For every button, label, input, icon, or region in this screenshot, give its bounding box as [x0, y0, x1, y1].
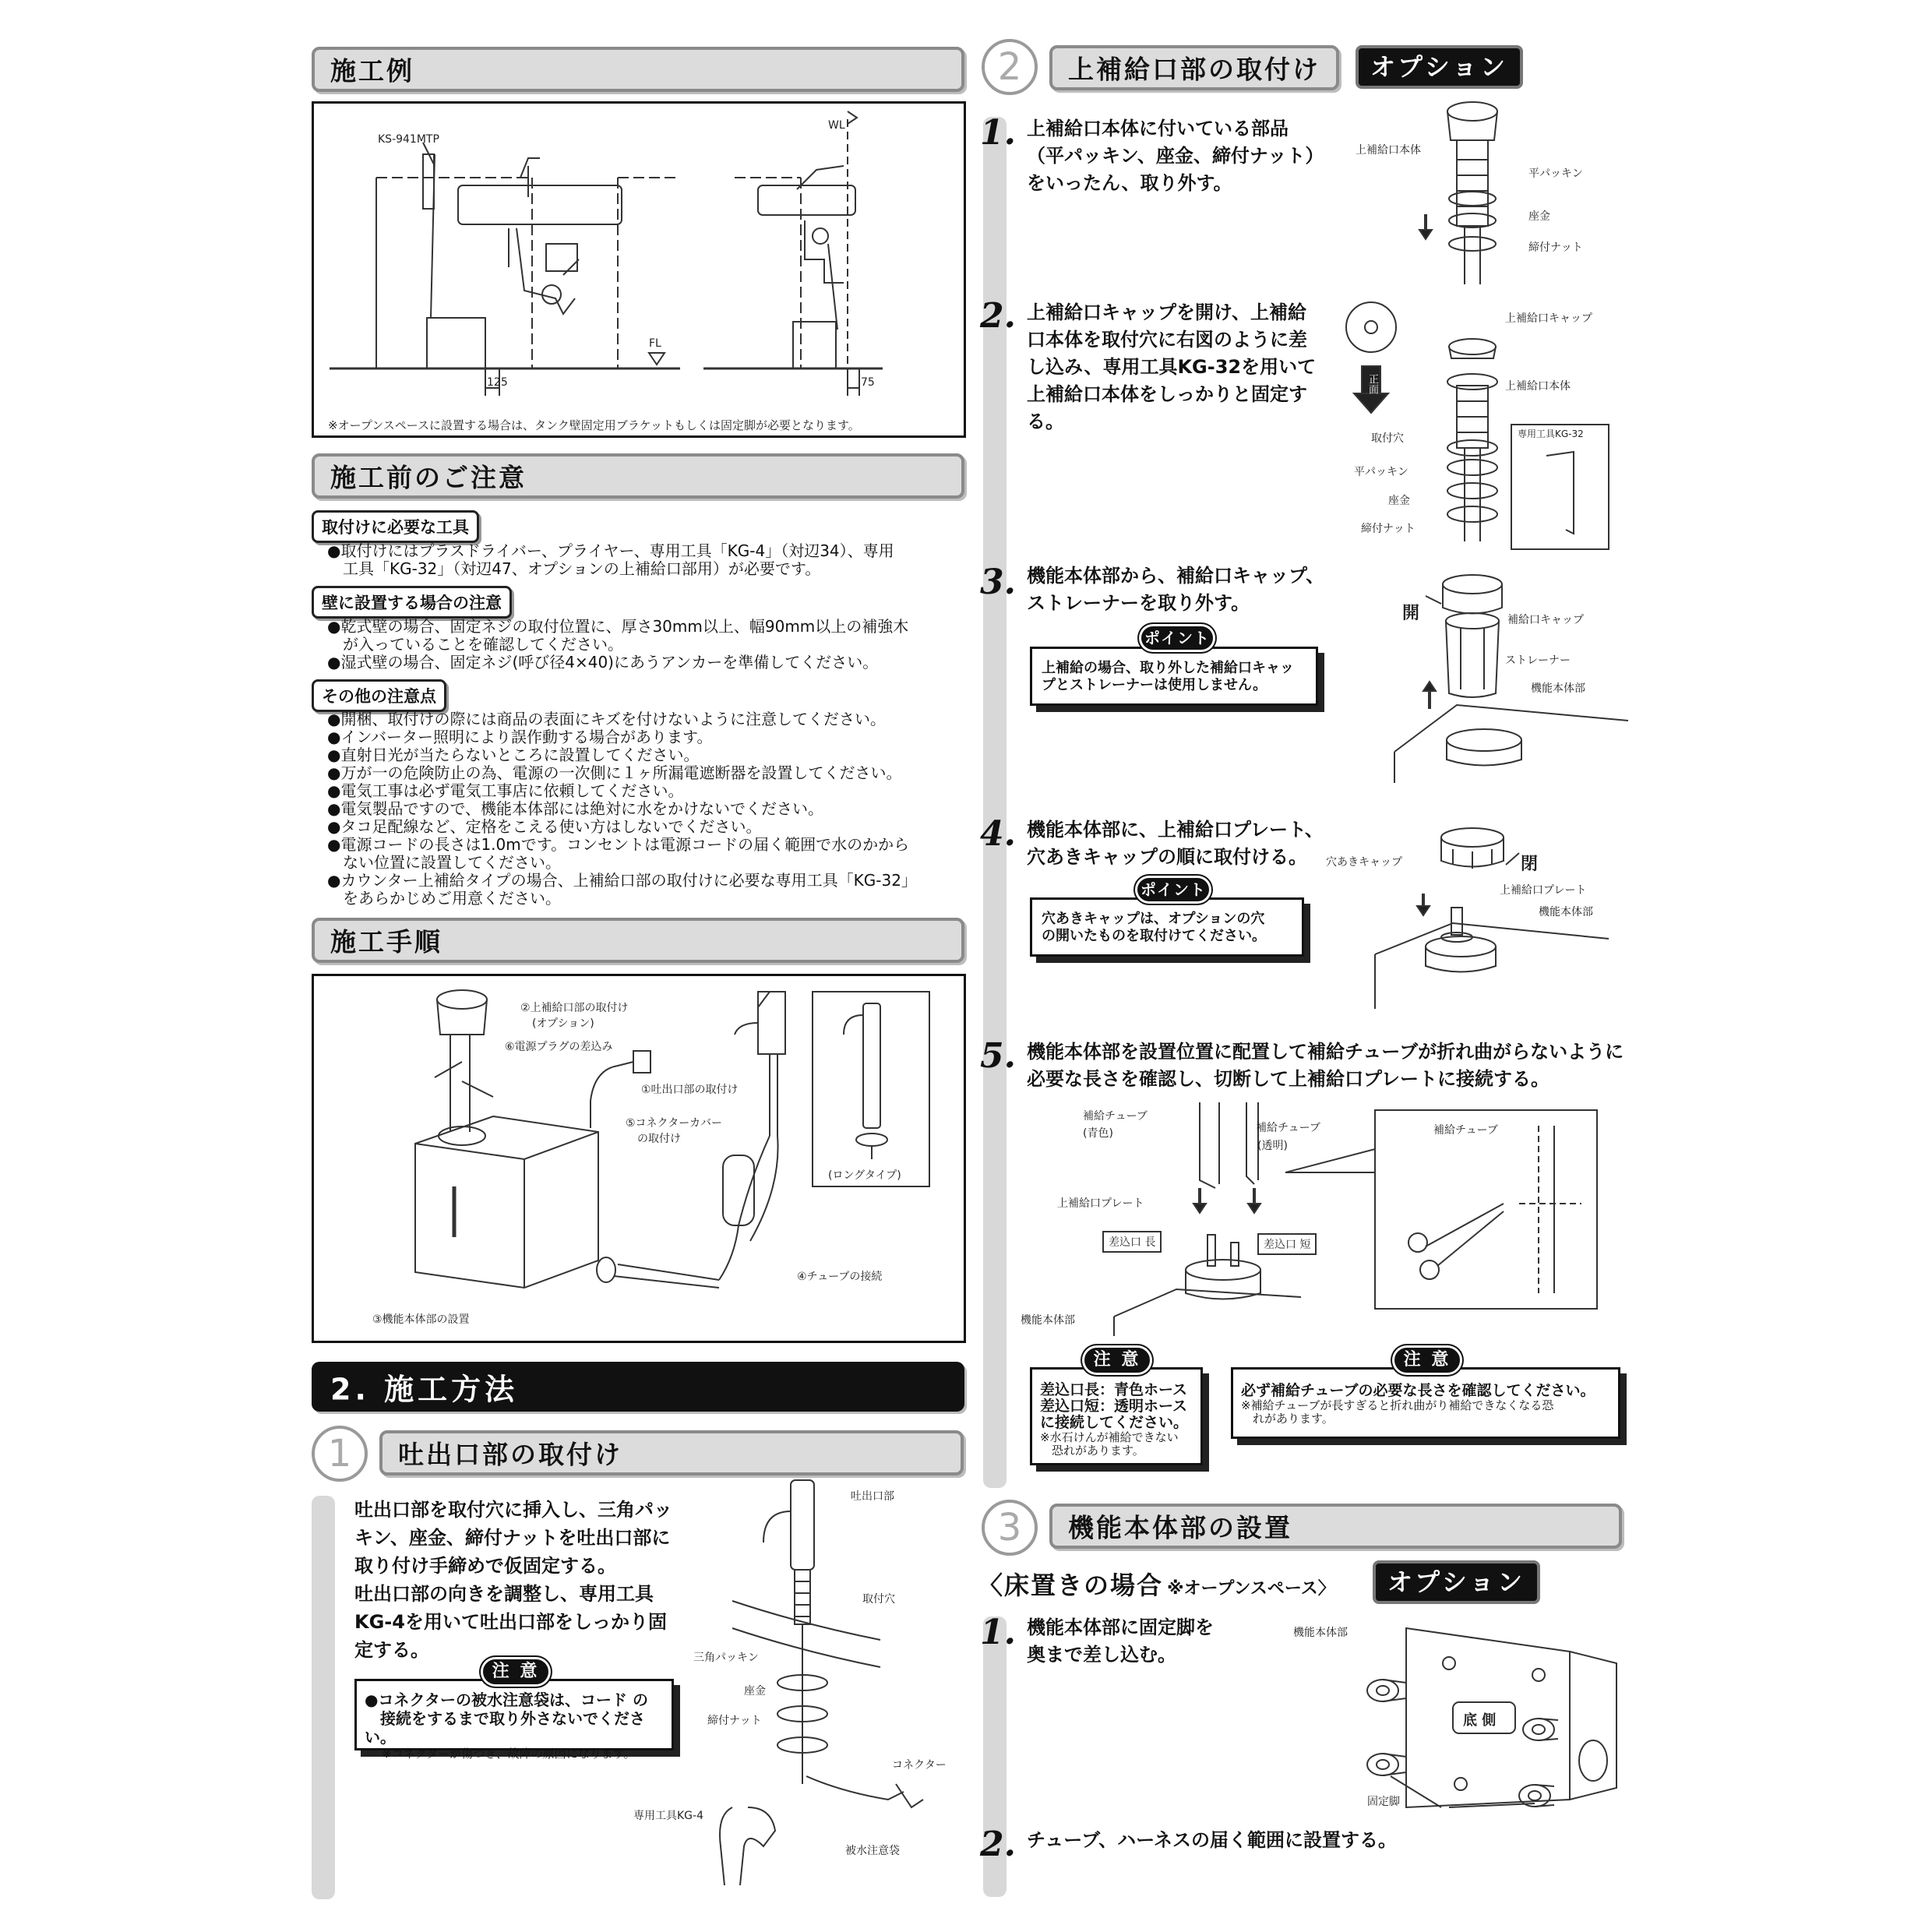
section1-text: [354, 1496, 697, 1664]
sec2-step2-number: 2.: [980, 296, 1016, 336]
label-bag: 被水注意袋: [845, 1845, 900, 1857]
section3-title: 機能本体部の設置: [1068, 1512, 1292, 1543]
label-spout: 吐出口部: [851, 1490, 894, 1503]
other-line: ない位置に設置してください。: [327, 853, 561, 872]
proc-label-plug: ⑥電源プラグの差込み: [505, 1041, 613, 1053]
other-line: ●電気製品ですので、機能本体部には絶対に水をかけないでください。: [327, 799, 824, 818]
model-label: KS-941MTP: [378, 133, 439, 146]
wall-text: [327, 618, 966, 672]
sec2-step1-text: [1027, 115, 1338, 197]
other-text: [327, 710, 966, 908]
other-line: ●開梱、取付けの際には商品の表面にキズを付けないように注意してください。: [327, 710, 887, 728]
proc-label-inlet: ②上補給口部の取付け: [520, 1002, 629, 1014]
proc-label-body: ③機能本体部の設置: [372, 1313, 470, 1326]
other-line: ●タコ足配線など、定格をこえる使い方はしないでください。: [327, 817, 762, 836]
label-tool-kg4: 専用工具KG-4: [633, 1810, 703, 1822]
s3-label-cap: 補給口キャップ: [1507, 614, 1584, 626]
other-line: をあらかじめご用意ください。: [327, 889, 561, 908]
s5-label-long: 差込口 長: [1102, 1231, 1162, 1253]
caution-small-line: れがあります。: [1241, 1412, 1334, 1426]
section2-number: 2: [982, 39, 1038, 95]
caution-a-text: [1040, 1382, 1196, 1431]
other-subhead: その他の注意点: [312, 679, 446, 712]
s3-label-bottom: 底 側: [1463, 1712, 1497, 1729]
step-line: 機能本体部に固定脚を: [1027, 1616, 1214, 1638]
dim-75: 75: [861, 376, 875, 389]
other-line: ●カウンター上補給タイプの場合、上補給口部の取付けに必要な専用工具「KG-32」: [327, 871, 917, 890]
step-line: （平パッキン、座金、締付ナット）: [1027, 145, 1324, 167]
s2-label-body: 上補給口本体: [1505, 380, 1571, 393]
s5-label-short: 差込口 短: [1257, 1233, 1317, 1255]
label-hole: 取付穴: [862, 1593, 895, 1606]
label-nut: 締付ナット: [707, 1715, 762, 1727]
caution-line: 接続をするまで取り外さないでください。: [365, 1709, 645, 1747]
tools-line: 工具「KG-32」（対辺47、オプションの上補給口部用）が必要です。: [327, 559, 821, 578]
s5-label-plate: 上補給口プレート: [1057, 1197, 1144, 1210]
label-gasket: 三角パッキン: [693, 1652, 759, 1664]
example-caption: ※オープンスペースに設置する場合は、タンク壁固定用ブラケットもしくは固定脚が必要となります。: [328, 418, 860, 432]
sec2-step1-number: 1.: [980, 113, 1016, 153]
step-line: 上補給口本体に付いている部品: [1027, 118, 1289, 139]
sec2-step3-number: 3.: [980, 562, 1016, 602]
s2-label-nut: 締付ナット: [1361, 523, 1416, 535]
sec2-step4-number: 4.: [980, 814, 1016, 854]
procedure-drawing: [314, 976, 968, 1345]
s2-label-hole: 取付穴: [1371, 432, 1404, 445]
s3-label-body2: 機能本体部: [1293, 1627, 1348, 1639]
sec2-step2-drawing: [1340, 300, 1613, 549]
s4-label-body: 機能本体部: [1539, 906, 1593, 918]
section1-line: キン、座金、締付ナットを吐出口部に: [354, 1527, 671, 1549]
proc-label-long: (ロングタイプ): [828, 1169, 901, 1182]
s2-label-tool: 専用工具KG-32: [1518, 428, 1584, 439]
procedure-figure: [312, 974, 966, 1343]
wall-line: が入っていることを確認してください。: [327, 635, 623, 654]
proc-label-cover2: の取付け: [637, 1133, 681, 1145]
caution-b-small: [1241, 1399, 1613, 1426]
section1-caution-small: ※コネクターが傷つき、故障の原因になります。: [382, 1747, 636, 1761]
sec2-step5-drawing: [1021, 1102, 1644, 1336]
section1-number: 1: [312, 1426, 368, 1482]
precautions-header: [312, 453, 964, 499]
sec2-step5-text: [1027, 1038, 1650, 1093]
caution-small-line: ※補給チューブが長すぎると折れ曲がり補給できなくなる恐: [1241, 1398, 1554, 1412]
section1-stripe: [312, 1496, 335, 1899]
section1-title: 吐出口部の取付け: [398, 1439, 622, 1470]
sec2-point3-label: ポイント: [1141, 626, 1213, 650]
section2-header: [1049, 45, 1339, 90]
sec3-step2-text: [1027, 1827, 1572, 1854]
step-line: をいったん、取り外す。: [1027, 172, 1232, 194]
installation-example-drawing: [314, 104, 968, 407]
s3-label-leg: 固定脚: [1367, 1796, 1400, 1808]
step-line: 機能本体部に、上補給口プレート、: [1027, 819, 1324, 841]
s4-label-plate: 上補給口プレート: [1500, 884, 1587, 897]
example-figure: [312, 101, 966, 438]
step-line: し込み、専用工具KG-32を用いて: [1027, 356, 1317, 378]
s5-label-tube-clear: 補給チューブ: [1256, 1122, 1320, 1134]
step-line: る。: [1027, 411, 1064, 432]
sec2-point4-label: ポイント: [1137, 878, 1209, 901]
step-line: 上補給口キャップを開け、上補給: [1027, 301, 1307, 323]
s1-label-washer: 座金: [1528, 210, 1550, 223]
section3-number: 3: [982, 1500, 1038, 1556]
s5-label-body: 機能本体部: [1021, 1314, 1075, 1327]
caution-line: 差込口短：透明ホース: [1040, 1398, 1188, 1415]
s1-label-body: 上補給口本体: [1356, 144, 1421, 157]
tools-subhead: 取付けに必要な工具: [312, 510, 479, 543]
wl-label: WL: [828, 119, 845, 132]
proc-label-cover: ⑤コネクターカバー: [626, 1117, 722, 1130]
step-line: 機能本体部から、補給口キャップ、: [1027, 565, 1325, 587]
section1-header: [379, 1430, 964, 1475]
step-line: 上補給口本体をしっかりと固定す: [1027, 383, 1307, 405]
method-title: 2. 施工方法: [330, 1372, 519, 1407]
s3-label-strainer: ストレーナー: [1505, 654, 1571, 667]
sec2-step3-drawing: [1394, 565, 1628, 783]
step-line: 必要な長さを確認し、切断して上補給口プレートに接続する。: [1027, 1068, 1550, 1090]
label-washer: 座金: [744, 1685, 766, 1698]
section3-header: [1049, 1504, 1622, 1549]
floor-heading: [978, 1566, 1335, 1602]
procedure-title: 施工手順: [330, 926, 442, 957]
wall-line: ●乾式壁の場合、固定ネジの取付位置に、厚さ30mm以上、幅90mm以上の補強木: [327, 617, 909, 636]
other-line: ●万が一の危険防止の為、電源の一次側に１ヶ所漏電遮断器を設置してください。: [327, 763, 902, 782]
s1-label-flat: 平パッキン: [1528, 167, 1583, 180]
s4-label-close: 閉: [1521, 855, 1539, 874]
sec2-point3-box: [1030, 647, 1318, 706]
step-line: 機能本体部を設置位置に配置して補給チューブが折れ曲がらないように: [1027, 1041, 1624, 1063]
s2-label-front: 正面: [1366, 374, 1378, 394]
sec2-step3-text: [1027, 562, 1354, 617]
section3-option-badge: オプション: [1373, 1560, 1540, 1604]
sec2-point4-box: [1030, 897, 1304, 957]
s1-label-nut: 締付ナット: [1528, 242, 1583, 254]
sec3-step1-number: 1.: [980, 1613, 1016, 1652]
sec2-caution-a-label: 注 意: [1084, 1348, 1150, 1373]
tools-text: [327, 542, 966, 578]
s5-label-clear: (透明): [1257, 1140, 1288, 1152]
s2-label-washer: 座金: [1388, 495, 1410, 507]
sec2-step2-text: [1027, 299, 1338, 435]
section2-option-badge: オプション: [1356, 45, 1523, 89]
floor-note: ※オープンスペース〉: [1167, 1579, 1335, 1599]
s3-label-body: 機能本体部: [1531, 682, 1585, 695]
section1-caution-text: [365, 1690, 665, 1747]
label-connector: コネクター: [892, 1759, 947, 1772]
s2-label-flat: 平パッキン: [1354, 466, 1408, 478]
section1-caution-label: 注 意: [483, 1659, 548, 1684]
tools-line: ●取付けにはプラスドライバー、プライヤー、専用工具「KG-4」（対辺34）、専用: [327, 541, 894, 560]
proc-label-spout: ①吐出口部の取付け: [641, 1084, 739, 1096]
section1-line: 取り付け手締めで仮固定する。: [354, 1555, 616, 1577]
caution-a-small: [1040, 1431, 1196, 1458]
caution-line: ●コネクターの被水注意袋は、コード の: [365, 1690, 649, 1709]
example-header: [312, 47, 964, 92]
point-line: 穴あきキャップは、オプションの穴: [1042, 911, 1265, 927]
wall-subhead: 壁に設置する場合の注意: [312, 586, 512, 619]
other-line: ●電気工事は必ず電気工事店に依頼してください。: [327, 781, 684, 800]
caution-small-line: 恐れがあります。: [1040, 1444, 1144, 1458]
sec2-step5-number: 5.: [980, 1036, 1016, 1076]
step-line: 穴あきキャップの順に取付ける。: [1027, 846, 1307, 868]
other-line: ●直射日光が当たらないところに設置してください。: [327, 746, 700, 764]
point-line: の開いたものを取付けてください。: [1042, 928, 1266, 944]
s3-label-open: 開: [1402, 604, 1420, 623]
s5-label-tube-blue: 補給チューブ: [1083, 1110, 1148, 1123]
sec2-step4-text: [1027, 816, 1354, 871]
proc-label-tube: ④チューブの接続: [797, 1271, 883, 1283]
section1-caution-box: [354, 1679, 674, 1761]
s5-label-blue: (青色): [1083, 1127, 1113, 1140]
sec3-step2-number: 2.: [980, 1824, 1016, 1864]
floor-title: 〈床置きの場合: [978, 1571, 1164, 1600]
section1-line: 吐出口部の向きを調整し、専用工具: [354, 1583, 654, 1605]
proc-label-option: (オプション): [532, 1017, 594, 1030]
caution-small-line: ※水石けんが補給できない: [1040, 1430, 1179, 1444]
step-line: 奥まで差し込む。: [1027, 1644, 1176, 1666]
s2-label-cap: 上補給口キャップ: [1505, 312, 1592, 325]
sec2-caution-b: [1231, 1367, 1620, 1439]
point-line: プとストレーナーは使用しません。: [1042, 677, 1267, 693]
fl-label: FL: [649, 337, 661, 350]
sec2-caution-a: [1030, 1367, 1203, 1465]
other-line: ●インバーター照明により誤作動する場合があります。: [327, 728, 713, 746]
step-line: チューブ、ハーネスの届く範囲に設置する。: [1027, 1829, 1397, 1851]
precautions-title: 施工前のご注意: [330, 462, 527, 493]
sec3-step1-text: [1027, 1614, 1245, 1669]
s5-label-tube: 補給チューブ: [1433, 1124, 1498, 1137]
point-line: 上補給の場合、取り外した補給口キャッ: [1042, 660, 1294, 676]
step-line: 口本体を取付穴に右図のように差: [1027, 329, 1307, 351]
wall-line: ●湿式壁の場合、固定ネジ(呼び径4×40)にあうアンカーを準備してください。: [327, 653, 879, 672]
example-title: 施工例: [330, 55, 414, 86]
dim-125: 125: [487, 376, 508, 389]
caution-b-text: 必ず補給チューブの必要な長さを確認してください。: [1241, 1382, 1595, 1399]
spout-install-drawing: [701, 1480, 935, 1901]
caution-line: に接続してください。: [1040, 1414, 1189, 1431]
s4-label-cap: 穴あきキャップ: [1326, 856, 1402, 869]
method-header: [312, 1362, 964, 1412]
other-line: ●電源コードの長さは1.0mです。コンセントは電源コードの届く範囲で水のかから: [327, 835, 910, 854]
procedure-header: [312, 918, 964, 963]
section2-title: 上補給口部の取付け: [1068, 54, 1320, 85]
step-line: ストレーナーを取り外す。: [1027, 592, 1250, 614]
section1-line: KG-4を用いて吐出口部をしっかり固: [354, 1611, 667, 1633]
section1-line: 定する。: [354, 1639, 429, 1661]
section1-line: 吐出口部を取付穴に挿入し、三角パッ: [354, 1499, 672, 1521]
caution-line: 差込口長：青色ホース: [1040, 1381, 1188, 1398]
sec2-caution-b-label: 注 意: [1394, 1348, 1460, 1373]
sec2-step1-drawing: [1426, 97, 1581, 284]
